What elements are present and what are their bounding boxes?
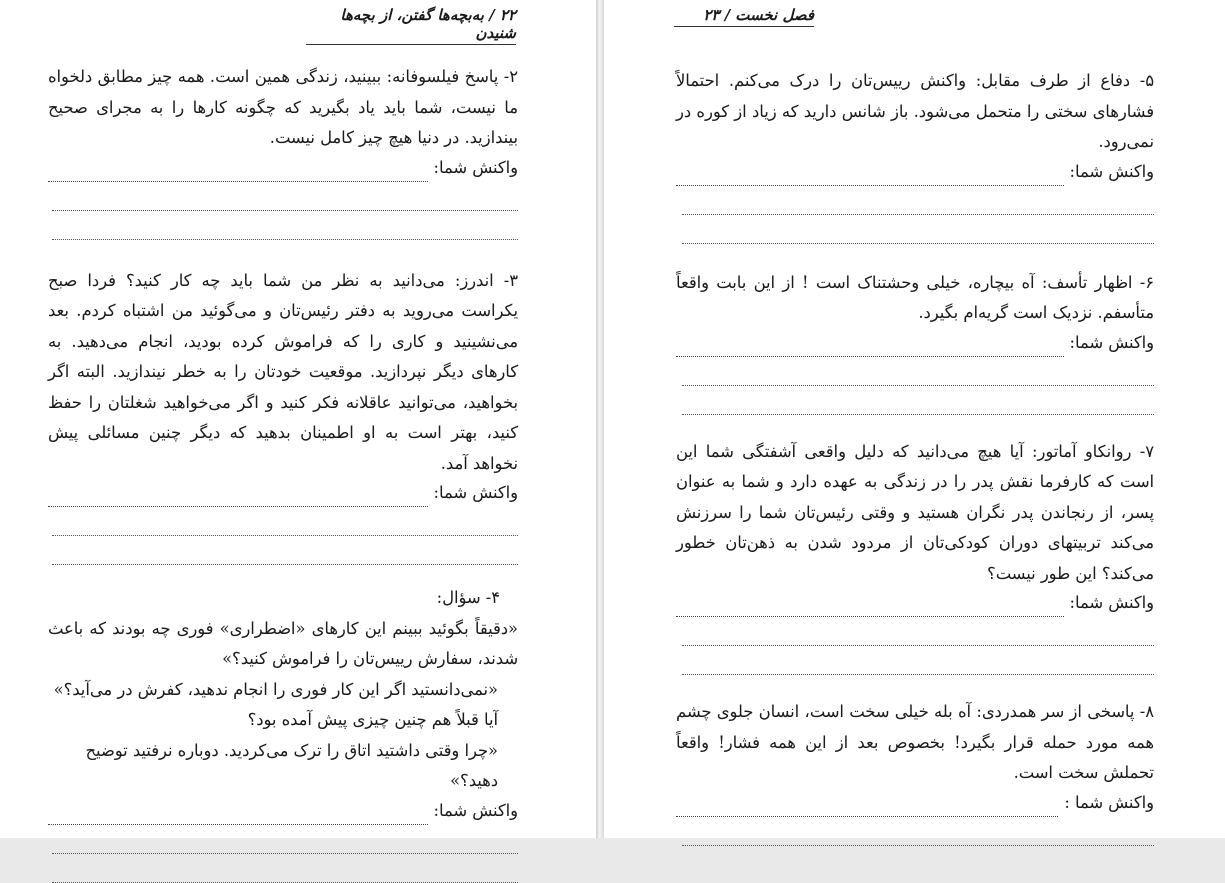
response-line[interactable] (52, 825, 518, 854)
item-4-question-2: «نمی‌دانستید اگر این کار فوری را انجام ندهید، کفرش در می‌آید؟» (53, 679, 498, 699)
exercise-item-3 (48, 266, 518, 566)
response-line[interactable] (52, 854, 518, 883)
item-4-question-3: آیا قبلاً هم چنین چیزی پیش آمده بود؟ (247, 710, 498, 729)
item-4-question-4: «چرا وقتی داشتید اتاق را ترک می‌کردید. دوباره نرفتید توضیح دهید؟» (85, 740, 498, 790)
response-line[interactable] (52, 536, 518, 565)
item-5-response[interactable] (676, 158, 1154, 186)
item-7-response[interactable] (676, 589, 1154, 617)
response-label: واکنش شما: (1069, 161, 1154, 181)
item-2-response[interactable] (48, 154, 518, 182)
exercise-item-2 (48, 62, 518, 240)
response-line[interactable] (676, 796, 1058, 817)
item-2-text: ۲- پاسخ فیلسوفانه: ببینید، زندگی همین است. همه چیز مطابق دلخواه ما نیست، شما باید یاد بگیرید که چگونه کارها را به مجرای صحیح بیندازید. در دنیا هیچ چیز کامل نیست. (48, 67, 518, 147)
book-gutter (596, 0, 604, 838)
left-page-header: ۲۲ / به‌بچه‌ها گفتن، از بچه‌ها شنیدن (306, 6, 516, 45)
response-label: واکنش شما: (433, 800, 518, 820)
response-line[interactable] (682, 817, 1154, 846)
right-page-content (676, 66, 1154, 846)
exercise-item-5 (676, 66, 1154, 244)
response-line[interactable] (52, 182, 518, 211)
item-4-question-1: «دقیقاً بگوئید ببینم این کارهای «اضطراری» فوری چه بودند که باعث شدند، سفارش رییس‌تان را فراموش کنید؟» (48, 618, 518, 668)
item-3-text: ۳- اندرز: می‌دانید به نظر من شما باید چه کار کنید؟ فردا صبح یکراست می‌روید به دفتر رئیس‌تان و می‌گوئید من اشتباه کردم. بعد می‌نشینید و کاری را که فراموش کرده بودید، انجام می‌دهید. به کارهای دیگر نپردازید. موقعیت خودتان را به خطر نیندازید. البته اگر بخواهید، می‌توانید عاقلانه فکر کنید و اگر می‌خواهید شغلتان را حفظ کنید، بهتر است به او اطمینان بدهید که دیگر چنین مسائلی پیش نخواهد آمد. (48, 270, 518, 473)
response-label: واکنش شما: (1069, 332, 1154, 352)
response-line[interactable] (676, 596, 1064, 617)
left-page-content (48, 62, 518, 883)
right-page (604, 0, 1225, 838)
response-line[interactable] (682, 357, 1154, 386)
response-label: واکنش شما : (1064, 792, 1154, 812)
response-line[interactable] (682, 617, 1154, 646)
item-5-text: ۵- دفاع از طرف مقابل: واکنش رییس‌تان را درک می‌کنم. احتمالاً فشارهای سختی را متحمل می‌شود. باز شانس دارید که زیاد از کوره در نمی‌رود. (676, 71, 1154, 151)
response-line[interactable] (682, 646, 1154, 675)
response-line[interactable] (682, 386, 1154, 415)
response-line[interactable] (52, 211, 518, 240)
exercise-item-7 (676, 437, 1154, 676)
response-label: واکنش شما: (1069, 593, 1154, 612)
response-line[interactable] (52, 507, 518, 536)
item-6-text: ۶- اظهار تأسف: آه بیچاره، خیلی وحشتناک است ! از این بابت واقعاً متأسفم. نزدیک است گریه‌ام بگیرد. (676, 272, 1154, 322)
item-4-title: ۴- سؤال: (436, 588, 500, 607)
exercise-item-8 (676, 697, 1154, 846)
response-line[interactable] (682, 186, 1154, 215)
left-page (0, 0, 596, 838)
exercise-item-6 (676, 268, 1154, 415)
response-line[interactable] (48, 804, 428, 825)
response-label: واکنش شما: (433, 483, 518, 502)
item-3-response[interactable] (48, 479, 518, 507)
item-8-response[interactable] (676, 789, 1154, 817)
response-line[interactable] (682, 215, 1154, 244)
item-6-response[interactable] (676, 329, 1154, 357)
item-7-text: ۷- روانکاو آماتور: آیا هیچ می‌دانید که دلیل واقعی آشفتگی شما این است که کارفرما نقش پدر را در زندگی به عهده دارد و شما به عنوان پسر، از رنجاندن پدر نگران هستید و وقتی رئیس‌تان شما را سرزنش می‌کند تربیتهای دوران کودکی‌تان از مردود شدن به ذهن‌تان خطور می‌کند؟ این طور نیست؟ (676, 441, 1154, 583)
item-8-text: ۸- پاسخی از سر همدردی: آه بله خیلی سخت است، انسان جلوی چشم همه مورد حمله قرار بگیرد! بخصوص بعد از این همه فشار! واقعاً تحملش سخت است. (676, 702, 1154, 782)
response-line[interactable] (48, 161, 428, 182)
response-line[interactable] (676, 165, 1064, 186)
response-line[interactable] (676, 336, 1064, 357)
response-line[interactable] (48, 486, 428, 507)
response-label: واکنش شما: (433, 157, 518, 177)
right-page-header: فصل نخست / ۲۳ (674, 6, 814, 27)
item-4-response[interactable] (48, 797, 518, 825)
